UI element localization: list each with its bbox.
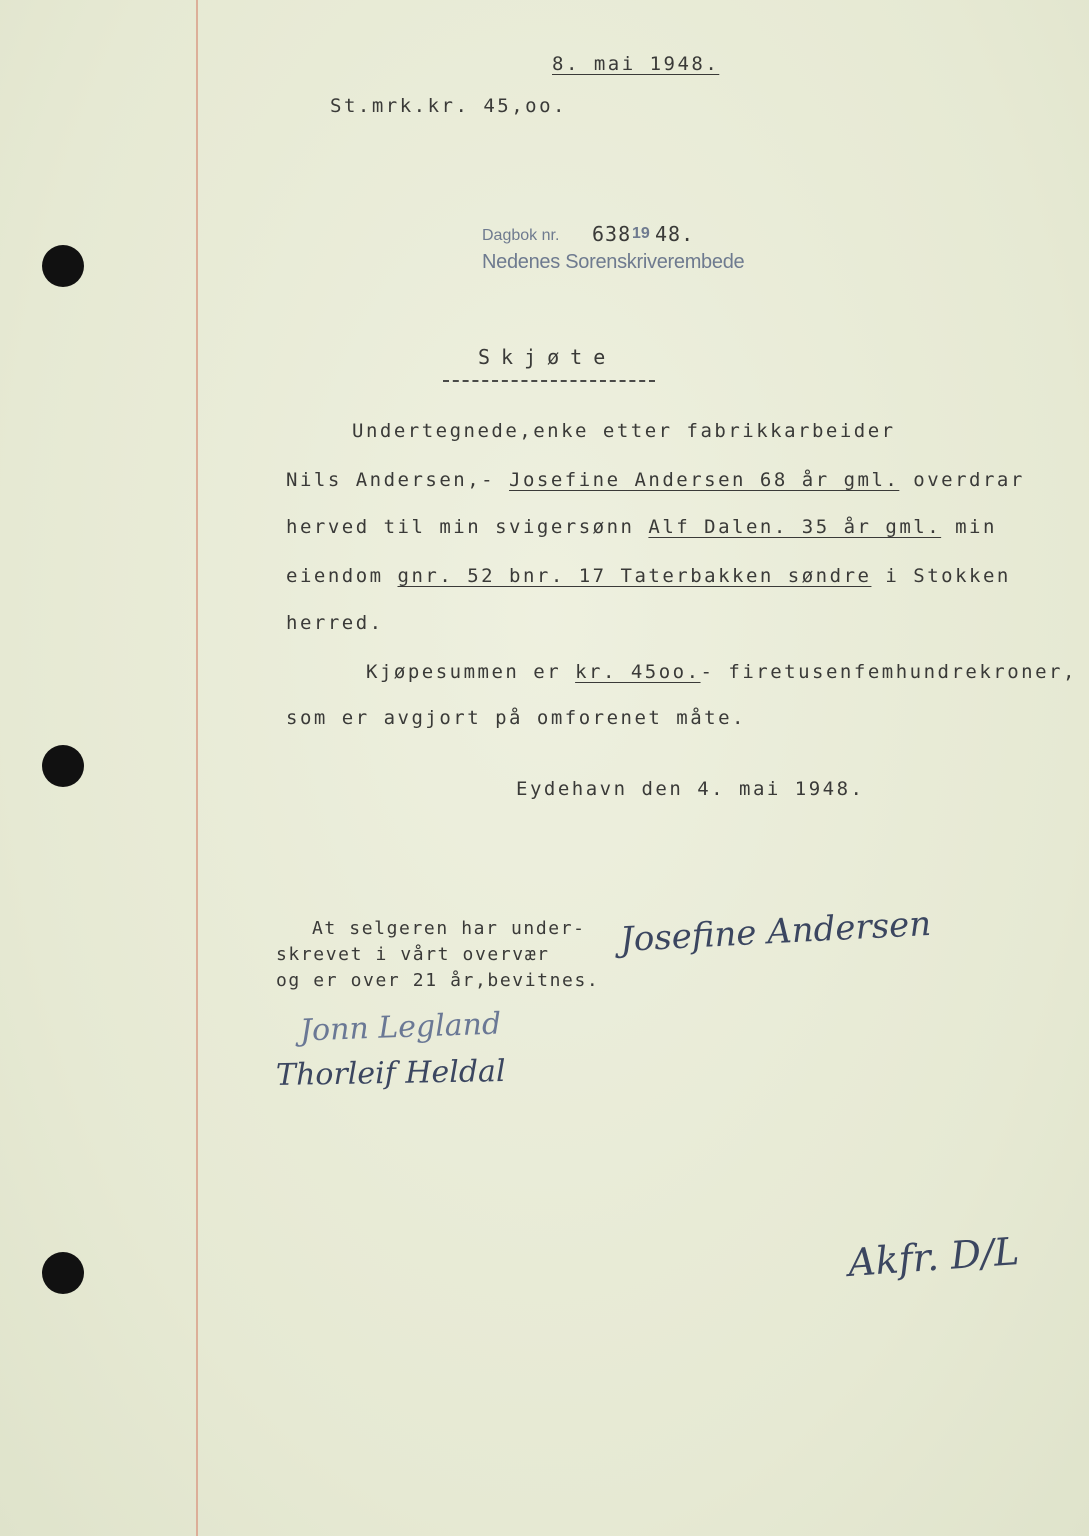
title-underline bbox=[443, 380, 655, 382]
body-text: - firetusenfemhundrekroner, bbox=[700, 661, 1077, 683]
stamp-office: Nedenes Sorenskriverembede bbox=[482, 251, 745, 273]
body-line-4 bbox=[286, 565, 1011, 587]
place-date: Eydehavn den 4. mai 1948. bbox=[516, 778, 865, 800]
body-text: min bbox=[941, 516, 997, 538]
body-text-underlined: kr. 45oo. bbox=[575, 661, 701, 683]
body-line-6 bbox=[366, 661, 1077, 683]
body-text: eiendom bbox=[286, 565, 398, 587]
witness-signature-2: Thorleif Heldal bbox=[275, 1053, 506, 1094]
margin-line bbox=[196, 0, 198, 1536]
witness-line-1: At selgeren har under- bbox=[312, 918, 586, 939]
body-line-5: herred. bbox=[286, 612, 384, 634]
body-line-3 bbox=[286, 516, 997, 538]
body-text-underlined: Alf Dalen. 35 år gml. bbox=[648, 516, 942, 538]
witness-line-3: og er over 21 år,bevitnes. bbox=[276, 970, 600, 991]
body-line-1: Undertegnede,enke etter fabrikkarbeider bbox=[352, 420, 896, 442]
body-line-2 bbox=[286, 469, 1025, 491]
document-title: Skjøte bbox=[478, 345, 617, 369]
punch-hole bbox=[42, 245, 84, 287]
document-date: 8. mai 1948. bbox=[552, 53, 720, 75]
stamp-number: 638 bbox=[592, 222, 632, 246]
initials-signature: Akfr. D/L bbox=[846, 1229, 1021, 1285]
witness-signature-1: Jonn Legland bbox=[299, 1006, 502, 1049]
witness-line-2: skrevet i vårt overvær bbox=[276, 944, 550, 965]
punch-hole bbox=[42, 1252, 84, 1294]
body-text: i Stokken bbox=[871, 565, 1011, 587]
stamp-duty: St.mrk.kr. 45,oo. bbox=[330, 95, 567, 117]
seller-signature: Josefine Andersen bbox=[619, 903, 933, 961]
stamp-year-prefix: 19 bbox=[632, 225, 650, 242]
stamp-label: Dagbok nr. bbox=[482, 227, 560, 244]
stamp-year: 48. bbox=[655, 222, 695, 246]
body-text: overdrar bbox=[899, 469, 1025, 491]
body-text: Nils Andersen,- bbox=[286, 469, 510, 491]
body-text: Kjøpesummen er bbox=[366, 661, 576, 683]
body-text-underlined: Josefine Andersen 68 år gml. bbox=[509, 469, 900, 491]
body-text-underlined: gnr. 52 bnr. 17 Taterbakken søndre bbox=[397, 565, 872, 587]
punch-hole bbox=[42, 745, 84, 787]
body-line-7: som er avgjort på omforenet måte. bbox=[286, 707, 746, 729]
body-text: herved til min svigersønn bbox=[286, 516, 649, 538]
